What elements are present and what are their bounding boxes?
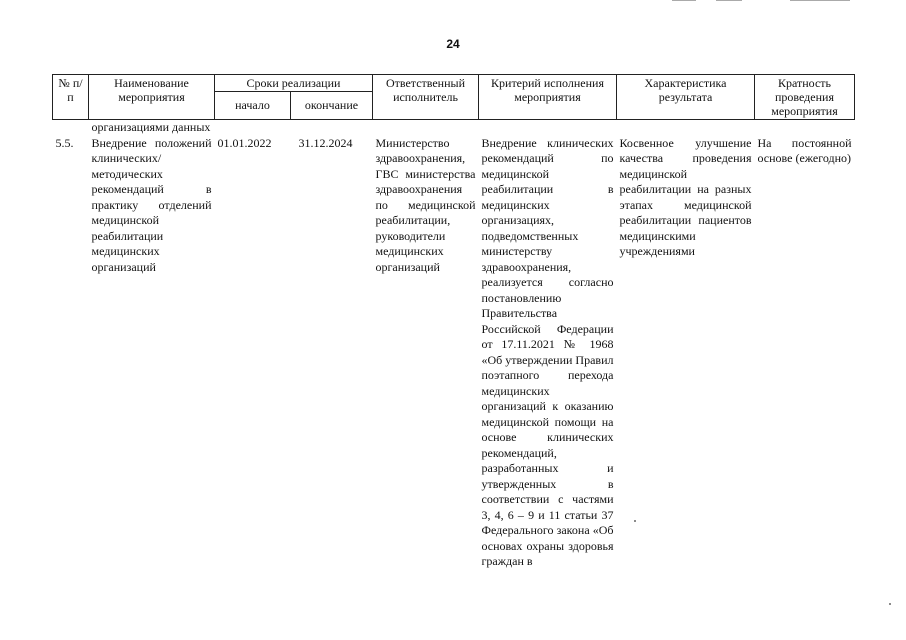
header-number: № п/п — [53, 75, 89, 120]
continuation-text: организациями данных — [91, 120, 211, 134]
row-executor: Министерство здравоохранения, ГВС министерства здравоохранения по медицинской реабилитации, руководители медицинских организаций — [375, 135, 476, 274]
scan-artifact-top — [790, 0, 850, 1]
continuation-row — [53, 120, 855, 136]
scan-speck — [889, 603, 891, 605]
header-frequency: Кратность проведения мероприятия — [755, 75, 855, 120]
scan-artifact-top — [716, 0, 742, 1]
row-name: Внедрение положений клинических/методических рекомендаций в практику отделений медицинской реабилитации медицинских организаций — [91, 135, 212, 274]
row-result: Косвенное улучшение качества проведения медицинской реабилитации на разных этапах медицинской реабилитации пациентов медицинскими учреждениями — [619, 135, 752, 258]
header-executor: Ответственный исполнитель — [373, 75, 479, 120]
header-terms: Сроки реализации — [215, 75, 373, 92]
scan-speck — [634, 520, 636, 522]
row-criterion: Внедрение клинических рекомендаций по медицинской реабилитации в медицинских организациях, подведомственных министерству здравоохранения, реализуется согласно постановлению Правительства Российской Федерации от 17.11.2021 № 1968 «Об утверждении Правил поэтапного перехода медицинских организаций к оказанию медицинской помощи на основе клинических рекомендаций, разработанных и утвержденных в соответствии с частями 3, 4, 6 – 9 и 11 статьи 37 Федерального закона «Об основах охраны здоровья граждан в — [481, 135, 614, 568]
header-criterion: Критерий исполнения мероприятия — [479, 75, 617, 120]
row-frequency: На постоянной основе (ежегодно) — [757, 135, 852, 165]
table-row — [53, 136, 855, 570]
scan-artifact-top — [672, 0, 696, 1]
header-name: Наименование мероприятия — [89, 75, 215, 120]
header-start: начало — [215, 92, 291, 120]
activities-table — [52, 74, 855, 570]
header-result: Характеристика результата — [617, 75, 755, 120]
page-number: 24 — [446, 37, 460, 51]
row-start-date: 01.01.2022 — [217, 135, 272, 150]
row-end-date: 31.12.2024 — [298, 135, 353, 150]
row-number: 5.5. — [55, 135, 74, 150]
header-end: окончание — [291, 92, 373, 120]
